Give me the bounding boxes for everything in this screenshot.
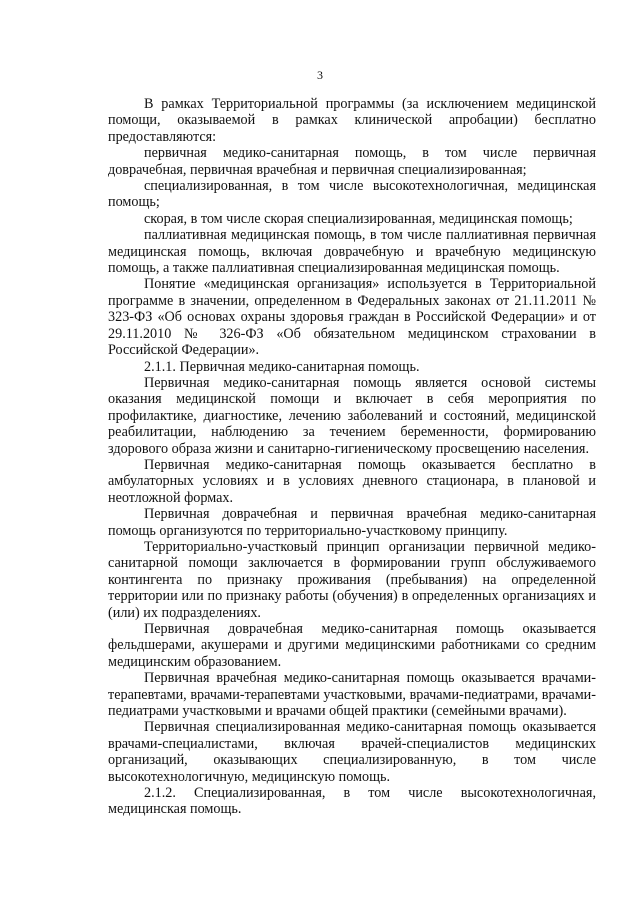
paragraph-primary-care-basis: Первичная медико-санитарная помощь является основой системы оказания медицинской помощи и включает в себя мероприятия по профилактике, диагностике, лечению заболеваний и состояний, медицинской реабилитации, наблюдению за течением беременности, формированию здорового образа жизни и санитарно-гигиеническому просвещению населения. xyxy=(108,374,596,457)
paragraph-physician-care: Первичная врачебная медико-санитарная помощь оказывается врачами-терапевтами, врачами-терапевтами участковыми, врачами-педиатрами, врачами-педиатрами участковыми и врачами общей практики (семейными врачами). xyxy=(108,670,596,720)
paragraph-palliative-care: паллиативная медицинская помощь, в том числе паллиативная первичная медицинская помощь, включая доврачебную и врачебную медицинскую помощь, а также паллиативная специализированная медицинская помощь. xyxy=(108,227,596,277)
document-body xyxy=(108,96,596,818)
paragraph-territorial-definition: Территориально-участковый принцип организации первичной медико-санитарной помощи заключается в формировании групп обслуживаемого контингента по признаку проживания (пребывания) на определенной территории или по признаку работы (обучения) в определенных организациях и (или) их подразделениях. xyxy=(108,538,596,621)
section-heading-2-1-2: 2.1.2. Специализированная, в том числе высокотехнологичная, медицинская помощь. xyxy=(108,785,596,818)
paragraph-primary-care-free: Первичная медико-санитарная помощь оказывается бесплатно в амбулаторных условиях и в условиях дневного стационара, в плановой и неотложной формах. xyxy=(108,456,596,506)
page-number: 3 xyxy=(317,68,323,82)
paragraph-specialized-care: специализированная, в том числе высокотехнологичная, медицинская помощь; xyxy=(108,178,596,211)
paragraph-medical-organization: Понятие «медицинская организация» используется в Территориальной программе в значении, определенном в Федеральных законах от 21.11.2011 № 323-ФЗ «Об основах охраны здоровья граждан в Российской Федерации» и от 29.11.2010 № 326-ФЗ «Об обязательном медицинском страховании в Российской Федерации». xyxy=(108,276,596,359)
paragraph-pre-medical-care: Первичная доврачебная медико-санитарная помощь оказывается фельдшерами, акушерами и другими медицинскими работниками со средним медицинским образованием. xyxy=(108,621,596,670)
paragraph-specialist-care: Первичная специализированная медико-санитарная помощь оказывается врачами-специалистами, включая врачей-специалистов медицинских организаций, оказывающих специализированную, в том числе высокотехнологичную, медицинскую помощь. xyxy=(108,719,596,785)
paragraph-territorial-principle: Первичная доврачебная и первичная врачебная медико-санитарная помощь организуются по территориально-участковому принципу. xyxy=(108,506,596,539)
paragraph-emergency-care: скорая, в том числе скорая специализированная, медицинская помощь; xyxy=(144,210,573,227)
paragraph-primary-care: первичная медико-санитарная помощь, в том числе первичная доврачебная, первичная врачебная и первичная специализированная; xyxy=(108,145,596,178)
section-heading-2-1-1: 2.1.1. Первичная медико-санитарная помощь. xyxy=(144,358,420,375)
paragraph-intro: В рамках Территориальной программы (за исключением медицинской помощи, оказываемой в рамках клинической апробации) бесплатно предоставляются: xyxy=(108,96,596,145)
